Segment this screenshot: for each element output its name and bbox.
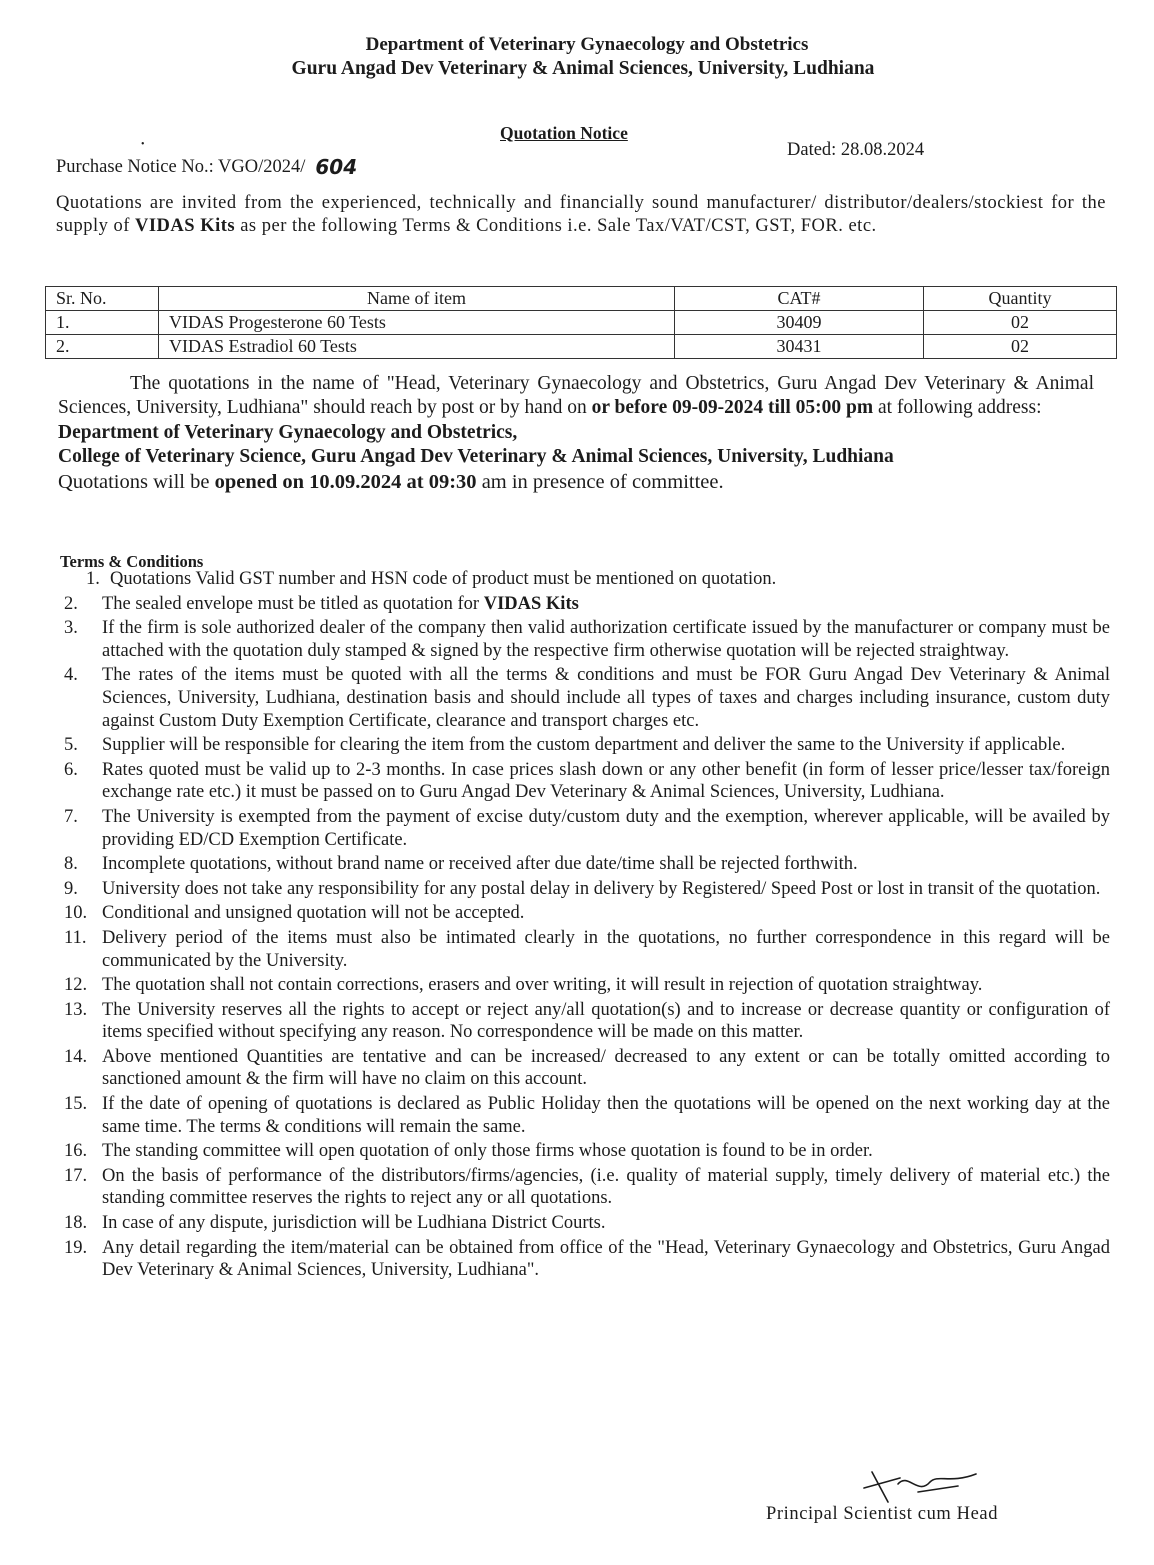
notice-date: Dated: 28.08.2024: [787, 140, 925, 160]
term-item: [58, 1046, 1110, 1091]
term-item: [58, 1212, 1110, 1235]
term-text: The standing committee will open quotation of only those firms whose quotation is found to be in order.: [102, 1141, 873, 1162]
address-line-1: Department of Veterinary Gynaecology and Obstetrics,: [58, 422, 518, 443]
term-number: 19.: [64, 1237, 88, 1258]
term-text: On the basis of performance of the distributors/firms/agencies, (i.e. quality of material supply, timely delivery of material etc.) the standing committee reserves the rights to reject any or all quotations.: [102, 1165, 1110, 1209]
term-text: Quotations Valid GST number and HSN code of product must be mentioned on quotation.: [110, 569, 777, 589]
term-number: 7.: [64, 806, 78, 827]
term-text: University does not take any responsibility for any postal delay in delivery by Registered/ Speed Post or lost in transit of the quotation.: [102, 878, 1101, 899]
address-line-2: College of Veterinary Science, Guru Angad Dev Veterinary & Animal Sciences, University, Ludhiana: [58, 446, 894, 467]
term-number: 4.: [64, 665, 78, 686]
intro-item-name: VIDAS Kits: [135, 216, 236, 236]
term-text: If the firm is sole authorized dealer of the company then valid authorization certificate issued by the manufacturer or company must be attached with the quotation duly stamped & signed by the respective firm otherwise quotation will be rejected straightway.: [102, 618, 1110, 661]
term-item: [58, 617, 1110, 662]
term-text: Delivery period of the items must also be intimated clearly in the quotations, no further correspondence in this regard will be communicated by the University.: [102, 927, 1110, 971]
submission-paragraph: [58, 372, 1094, 420]
term-item: [58, 1140, 1110, 1163]
handwritten-number: 604: [315, 155, 358, 179]
term-number: 14.: [64, 1046, 88, 1067]
term-item: [58, 999, 1110, 1044]
items-table: [45, 286, 1117, 359]
cell-quantity: 02: [924, 311, 1117, 335]
term-item: [58, 593, 1110, 616]
term-number: 6.: [64, 759, 78, 780]
term-item: [58, 927, 1110, 972]
opening-datetime: opened on 10.09.2024 at 09:30: [214, 471, 477, 493]
table-row: [46, 335, 1117, 359]
term-number: 17.: [64, 1165, 88, 1186]
term-item: [58, 974, 1110, 997]
purchase-notice-number: [56, 153, 357, 178]
term-number: 10.: [64, 903, 88, 924]
university-heading: Guru Angad Dev Veterinary & Animal Sciences, University, Ludhiana: [291, 58, 875, 79]
table-header-row: [46, 287, 1117, 311]
stray-mark: •: [141, 139, 145, 150]
term-number: 15.: [64, 1094, 88, 1115]
term-number: 9.: [64, 878, 78, 899]
term-number: 1.: [86, 569, 100, 589]
cell-item-name: VIDAS Estradiol 60 Tests: [159, 335, 675, 359]
term-number: 11.: [64, 927, 87, 948]
opening-text-start: Quotations will be: [58, 471, 210, 493]
purchase-notice-label: Purchase Notice No.: VGO/2024/: [56, 157, 306, 177]
submission-deadline: or before 09-09-2024 till 05:00 pm: [591, 397, 874, 418]
header-quantity: Quantity: [924, 287, 1117, 311]
term-number: 8.: [64, 854, 78, 875]
term-number: 5.: [64, 735, 78, 756]
term-text: The University reserves all the rights to accept or reject any/all quotation(s) and to increase or decrease quantity or configuration of items specified without specifying any reason. No correspondence will be made on this matter.: [102, 999, 1110, 1043]
department-heading: Department of Veterinary Gynaecology and Obstetrics: [365, 34, 809, 55]
intro-text-before: Quotations are invited from the experienced, technically and financially sound manufacturer/ distributor/dealers/stockiest for the supply of: [56, 193, 1106, 236]
term-text: Any detail regarding the item/material can be obtained from office of the "Head, Veterinary Gynaecology and Obstetrics, Guru Angad Dev Veterinary & Animal Sciences, University, Ludhiana".: [102, 1237, 1110, 1281]
cell-cat: 30431: [675, 335, 924, 359]
term-item: [58, 878, 1110, 901]
term-number: 18.: [64, 1213, 88, 1234]
term-item: [58, 1093, 1110, 1138]
header-cat: CAT#: [675, 287, 924, 311]
cell-sr-no: 2.: [46, 335, 159, 359]
term-item: [58, 1165, 1110, 1210]
term-text: Conditional and unsigned quotation will not be accepted.: [102, 903, 525, 924]
term-item: [58, 806, 1110, 851]
term-number: 16.: [64, 1141, 88, 1162]
term-text: The University is exempted from the payment of excise duty/custom duty and the exemption, wherever applicable, will be availed by providing ED/CD Exemption Certificate.: [102, 806, 1110, 850]
term-number: 13.: [64, 999, 88, 1020]
table-row: [46, 311, 1117, 335]
intro-text-after: as per the following Terms & Conditions i.e. Sale Tax/VAT/CST, GST, FOR. etc.: [240, 216, 877, 236]
terms-list: [58, 568, 1110, 1284]
term-item: [58, 1237, 1110, 1282]
term-text: Supplier will be responsible for clearing the item from the custom department and deliver the same to the University if applicable.: [102, 735, 1066, 756]
header-item-name: Name of item: [159, 287, 675, 311]
opening-text-end: am in presence of committee.: [481, 471, 724, 493]
submission-text: The quotations in the name of "Head, Veterinary Gynaecology and Obstetrics, Guru Angad Dev Veterinary & Animal Sciences, University, Ludhiana" should reach by post or by hand on: [58, 373, 1094, 418]
term-number: 12.: [64, 975, 88, 996]
term-item: [58, 568, 1110, 591]
submission-text-end: at following address:: [877, 397, 1042, 418]
header-sr-no: Sr. No.: [46, 287, 159, 311]
term-number: 2.: [64, 593, 78, 614]
term-item: [58, 734, 1110, 757]
term-text: The sealed envelope must be titled as quotation for: [102, 593, 480, 614]
term-text: If the date of opening of quotations is declared as Public Holiday then the quotations will be opened on the next working day at the same time. The terms & conditions will remain the same.: [102, 1094, 1110, 1137]
term-item: [58, 853, 1110, 876]
cell-sr-no: 1.: [46, 311, 159, 335]
cell-cat: 30409: [675, 311, 924, 335]
cell-quantity: 02: [924, 335, 1117, 359]
term-number: 3.: [64, 618, 78, 639]
term-item: [58, 759, 1110, 804]
term-item: [58, 664, 1110, 732]
term-text: The quotation shall not contain corrections, erasers and over writing, it will result in rejection of quotation straightway.: [102, 975, 983, 996]
notice-title: Quotation Notice: [500, 123, 628, 143]
opening-statement: [58, 470, 1094, 494]
signatory-title: Principal Scientist cum Head: [766, 1504, 999, 1524]
intro-paragraph: [56, 192, 1106, 238]
term-text: Above mentioned Quantities are tentative and can be increased/ decreased to any extent or can be totally omitted according to sanctioned amount & the firm will have no claim on this account.: [102, 1046, 1110, 1090]
term-bold-text: VIDAS Kits: [483, 593, 579, 614]
submission-instructions: [58, 372, 1094, 494]
term-text: In case of any dispute, jurisdiction will be Ludhiana District Courts.: [102, 1213, 606, 1234]
cell-item-name: VIDAS Progesterone 60 Tests: [159, 311, 675, 335]
term-text: Rates quoted must be valid up to 2-3 months. In case prices slash down or any other benefit (in form of lesser price/lesser tax/foreign exchange rate etc.) it must be passed on to Guru Angad Dev Veterinary & Animal Sciences, University, Ludhiana.: [102, 759, 1110, 803]
term-item: [58, 902, 1110, 925]
term-text: The rates of the items must be quoted with all the terms & conditions and must be FOR Guru Angad Dev Veterinary & Animal Sciences, University, Ludhiana, destination basis and should include all types of taxes and charges including insurance, custom duty against Custom Duty Exemption Certificate, clearance and transport charges etc.: [102, 665, 1110, 731]
term-text: Incomplete quotations, without brand name or received after due date/time shall be rejected forthwith.: [102, 854, 858, 875]
terms-title: Terms & Conditions: [60, 552, 204, 571]
